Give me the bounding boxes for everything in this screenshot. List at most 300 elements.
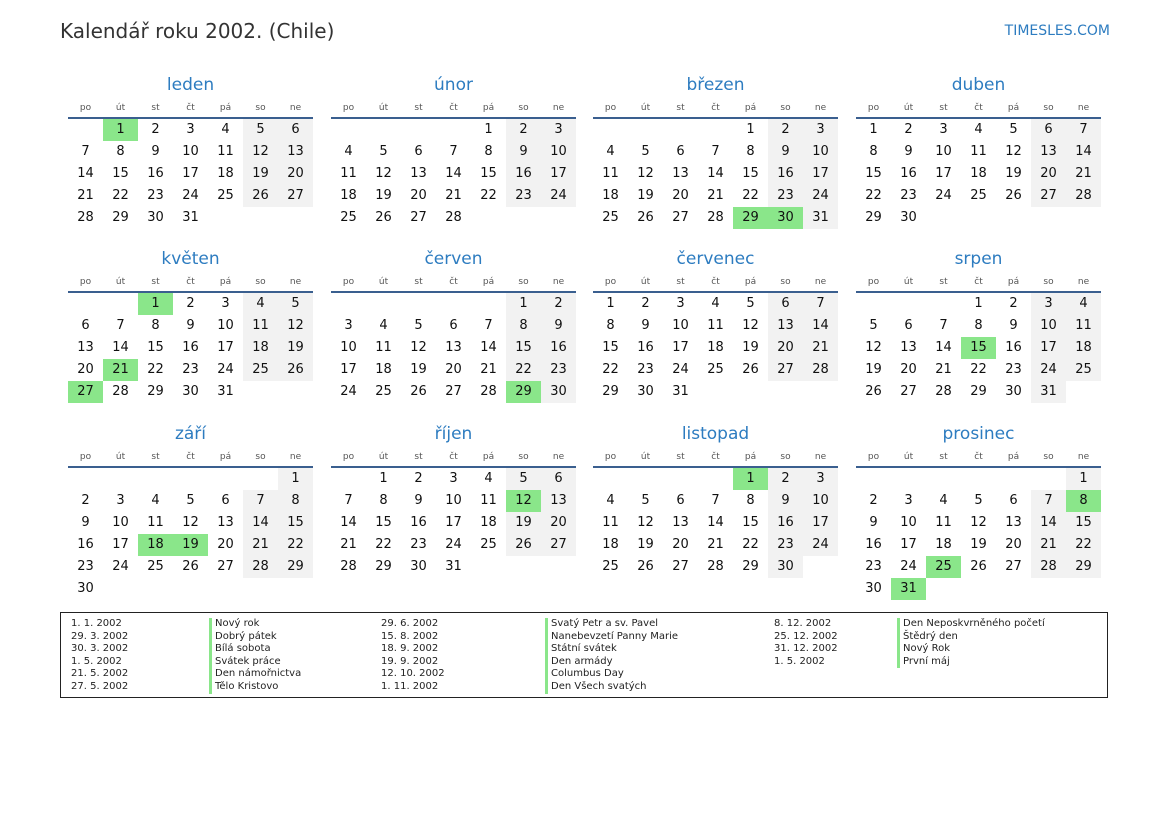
month-name: prosinec [942, 424, 1015, 444]
empty-cell [891, 468, 926, 490]
holiday-day: 27 [68, 381, 103, 403]
day-cell: 15 [278, 512, 313, 534]
day-cell: 4 [606, 493, 615, 508]
empty-cell [663, 468, 698, 490]
day-cell: 21 [707, 188, 724, 203]
day-cell: 16 [865, 537, 882, 552]
day-cell: 29 [1066, 556, 1101, 578]
empty-cell [68, 119, 103, 141]
day-cell: 6 [449, 318, 458, 333]
day-cell: 27 [1031, 185, 1066, 207]
day-cell: 21 [340, 537, 357, 552]
weekday-label: pá [482, 103, 495, 113]
day-cell: 14 [707, 515, 724, 530]
weekday-label: ne [814, 452, 827, 462]
day-cell: 13 [217, 515, 234, 530]
day-cell: 4 [221, 122, 230, 137]
day-cell: 18 [970, 166, 987, 181]
day-cell: 21 [480, 362, 497, 377]
day-cell: 30 [865, 581, 882, 596]
day-cell: 23 [410, 537, 427, 552]
day-cell: 21 [445, 188, 462, 203]
day-cell: 23 [541, 359, 576, 381]
day-cell: 14 [340, 515, 357, 530]
day-cell: 7 [484, 318, 493, 333]
day-cell: 9 [768, 490, 803, 512]
day-cell: 3 [939, 122, 948, 137]
weekday-label: po [342, 452, 355, 462]
day-cell: 30 [410, 559, 427, 574]
day-cell: 8 [379, 493, 388, 508]
day-cell: 15 [1066, 512, 1101, 534]
day-cell: 13 [445, 340, 462, 355]
day-cell: 28 [707, 559, 724, 574]
weekday-label: st [414, 103, 423, 113]
day-cell: 3 [803, 468, 838, 490]
day-cell: 7 [116, 318, 125, 333]
legend-holiday-name: Den námořnictva [209, 668, 301, 681]
weekday-label: po [79, 452, 92, 462]
empty-cell [961, 468, 996, 490]
weekday-label: út [640, 452, 651, 462]
month-září [68, 422, 313, 600]
day-cell: 10 [541, 141, 576, 163]
legend-holiday-name: Nový Rok [897, 643, 1045, 656]
day-cell: 6 [676, 144, 685, 159]
day-cell: 29 [375, 559, 392, 574]
weekday-label: so [1043, 103, 1054, 113]
day-cell: 3 [344, 318, 353, 333]
day-cell: 22 [506, 359, 541, 381]
day-cell: 18 [602, 188, 619, 203]
day-cell: 17 [112, 537, 129, 552]
days-grid [68, 468, 313, 600]
day-cell: 13 [278, 141, 313, 163]
day-cell: 11 [970, 144, 987, 159]
weekday-header [68, 97, 313, 119]
day-cell: 3 [116, 493, 125, 508]
month-name: listopad [681, 424, 750, 444]
day-cell: 16 [768, 163, 803, 185]
holiday-day: 15 [961, 337, 996, 359]
weekday-label: pá [744, 452, 757, 462]
day-cell: 29 [147, 384, 164, 399]
day-cell: 29 [602, 384, 619, 399]
legend-date: 15. 8. 2002 [381, 630, 439, 642]
day-cell: 2 [81, 493, 90, 508]
day-cell: 30 [637, 384, 654, 399]
day-cell: 24 [182, 188, 199, 203]
legend-holiday-name: Štědrý den [897, 631, 1045, 644]
day-cell: 6 [676, 493, 685, 508]
day-cell: 30 [541, 381, 576, 403]
day-cell: 27 [410, 210, 427, 225]
day-cell: 17 [803, 163, 838, 185]
day-cell: 9 [869, 515, 878, 530]
weekday-label: so [1043, 452, 1054, 462]
empty-cell [1031, 468, 1066, 490]
day-cell: 16 [506, 163, 541, 185]
day-cell: 9 [904, 144, 913, 159]
day-cell: 28 [707, 210, 724, 225]
day-cell: 5 [869, 318, 878, 333]
day-cell: 22 [112, 188, 129, 203]
day-cell: 25 [970, 188, 987, 203]
empty-cell [856, 293, 891, 315]
day-cell: 10 [340, 340, 357, 355]
day-cell: 26 [637, 559, 654, 574]
day-cell: 17 [1031, 337, 1066, 359]
legend-date: 21. 5. 2002 [71, 668, 129, 680]
legend-dates-2 [381, 618, 445, 694]
day-cell: 23 [182, 362, 199, 377]
weekday-header [68, 271, 313, 293]
day-cell: 5 [746, 296, 755, 311]
day-cell: 21 [1066, 163, 1101, 185]
day-cell: 7 [711, 144, 720, 159]
empty-cell [856, 468, 891, 490]
weekday-label: čt [711, 277, 720, 287]
day-cell: 31 [445, 559, 462, 574]
month-červenec [593, 247, 838, 403]
holiday-day: 18 [138, 534, 173, 556]
weekday-label: so [518, 103, 529, 113]
day-cell: 10 [803, 490, 838, 512]
empty-cell [698, 468, 733, 490]
day-cell: 25 [1066, 359, 1101, 381]
day-cell: 6 [904, 318, 913, 333]
weekday-label: po [604, 103, 617, 113]
weekday-label: čt [711, 103, 720, 113]
weekday-label: st [151, 452, 160, 462]
day-cell: 30 [147, 210, 164, 225]
day-cell: 8 [746, 493, 755, 508]
day-cell: 3 [676, 296, 685, 311]
legend-dates-3 [774, 618, 838, 668]
day-cell: 24 [541, 185, 576, 207]
day-cell: 16 [768, 512, 803, 534]
day-cell: 5 [186, 493, 195, 508]
month-leden [68, 73, 313, 229]
day-cell: 9 [506, 141, 541, 163]
day-cell: 18 [375, 362, 392, 377]
day-cell: 4 [484, 471, 493, 486]
page-title: Kalendář roku 2002. (Chile) [60, 19, 335, 43]
day-cell: 13 [1005, 515, 1022, 530]
empty-cell [173, 468, 208, 490]
day-cell: 21 [707, 537, 724, 552]
legend-holiday-name: První máj [897, 656, 1045, 669]
empty-cell [593, 119, 628, 141]
weekday-label: pá [482, 277, 495, 287]
day-cell: 23 [768, 185, 803, 207]
day-cell: 12 [278, 315, 313, 337]
day-cell: 22 [375, 537, 392, 552]
day-cell: 24 [1031, 359, 1066, 381]
day-cell: 8 [606, 318, 615, 333]
legend-holiday-name: Svatý Petr a sv. Pavel [545, 618, 678, 631]
holiday-day: 29 [733, 207, 768, 229]
day-cell: 26 [1005, 188, 1022, 203]
day-cell: 19 [506, 512, 541, 534]
day-cell: 11 [217, 144, 234, 159]
day-cell: 5 [414, 318, 423, 333]
day-cell: 26 [278, 359, 313, 381]
day-cell: 18 [935, 537, 952, 552]
day-cell: 13 [900, 340, 917, 355]
day-cell: 22 [1066, 534, 1101, 556]
day-cell: 25 [707, 362, 724, 377]
day-cell: 4 [711, 296, 720, 311]
day-cell: 17 [217, 340, 234, 355]
weekday-label: út [378, 103, 389, 113]
day-cell: 2 [506, 119, 541, 141]
day-cell: 22 [865, 188, 882, 203]
weekday-label: ne [289, 103, 302, 113]
weekday-header [856, 271, 1101, 293]
day-cell: 6 [278, 119, 313, 141]
holiday-day: 21 [103, 359, 138, 381]
day-cell: 12 [637, 166, 654, 181]
empty-cell [243, 468, 278, 490]
day-cell: 1 [379, 471, 388, 486]
day-cell: 18 [243, 337, 278, 359]
day-cell: 13 [77, 340, 94, 355]
day-cell: 20 [900, 362, 917, 377]
weekday-label: čt [974, 452, 983, 462]
day-cell: 10 [182, 144, 199, 159]
legend-date: 30. 3. 2002 [71, 643, 129, 655]
day-cell: 9 [186, 318, 195, 333]
empty-cell [628, 119, 663, 141]
day-cell: 27 [672, 210, 689, 225]
day-cell: 21 [803, 337, 838, 359]
legend-dates-1 [71, 618, 128, 694]
legend-date: 31. 12. 2002 [774, 643, 838, 655]
day-cell: 11 [707, 318, 724, 333]
days-grid [331, 468, 576, 578]
day-cell: 19 [278, 337, 313, 359]
day-cell: 15 [112, 166, 129, 181]
day-cell: 14 [445, 166, 462, 181]
weekday-label: út [115, 277, 126, 287]
holiday-day: 29 [506, 381, 541, 403]
day-cell: 16 [1005, 340, 1022, 355]
day-cell: 11 [602, 515, 619, 530]
empty-cell [138, 468, 173, 490]
weekday-label: ne [814, 277, 827, 287]
day-cell: 19 [375, 188, 392, 203]
weekday-label: út [903, 452, 914, 462]
empty-cell [331, 293, 366, 315]
day-cell: 26 [410, 384, 427, 399]
day-cell: 11 [935, 515, 952, 530]
empty-cell [103, 468, 138, 490]
day-cell: 5 [974, 493, 983, 508]
day-cell: 8 [869, 144, 878, 159]
day-cell: 10 [803, 141, 838, 163]
day-cell: 9 [641, 318, 650, 333]
weekday-label: ne [814, 103, 827, 113]
day-cell: 26 [182, 559, 199, 574]
empty-cell [663, 119, 698, 141]
day-cell: 7 [1066, 119, 1101, 141]
day-cell: 1 [506, 293, 541, 315]
empty-cell [996, 468, 1031, 490]
weekday-label: ne [1077, 277, 1090, 287]
month-name: červen [424, 249, 483, 269]
weekday-label: so [255, 103, 266, 113]
weekday-label: ne [1077, 452, 1090, 462]
day-cell: 27 [768, 359, 803, 381]
weekday-label: pá [219, 452, 232, 462]
days-grid [593, 293, 838, 403]
day-cell: 10 [935, 144, 952, 159]
day-cell: 22 [970, 362, 987, 377]
month-květen [68, 247, 313, 403]
day-cell: 4 [606, 144, 615, 159]
day-cell: 23 [506, 185, 541, 207]
day-cell: 18 [707, 340, 724, 355]
holiday-day: 19 [173, 534, 208, 556]
legend-date: 1. 1. 2002 [71, 618, 122, 629]
day-cell: 6 [1031, 119, 1066, 141]
day-cell: 3 [1031, 293, 1066, 315]
day-cell: 7 [803, 293, 838, 315]
day-cell: 30 [182, 384, 199, 399]
day-cell: 13 [768, 315, 803, 337]
day-cell: 19 [970, 537, 987, 552]
day-cell: 31 [672, 384, 689, 399]
day-cell: 2 [641, 296, 650, 311]
day-cell: 25 [375, 384, 392, 399]
day-cell: 17 [672, 340, 689, 355]
legend-holiday-name: Státní svátek [545, 643, 678, 656]
month-name: červenec [676, 249, 755, 269]
day-cell: 19 [865, 362, 882, 377]
day-cell: 27 [672, 559, 689, 574]
weekday-label: st [939, 277, 948, 287]
day-cell: 21 [935, 362, 952, 377]
day-cell: 12 [970, 515, 987, 530]
weekday-header [331, 446, 576, 468]
day-cell: 22 [742, 188, 759, 203]
day-cell: 17 [803, 512, 838, 534]
day-cell: 25 [340, 210, 357, 225]
day-cell: 29 [112, 210, 129, 225]
days-grid [68, 293, 313, 403]
day-cell: 28 [77, 210, 94, 225]
day-cell: 5 [379, 144, 388, 159]
day-cell: 2 [151, 122, 160, 137]
weekday-label: po [867, 452, 880, 462]
day-cell: 17 [935, 166, 952, 181]
month-březen [593, 73, 838, 229]
day-cell: 15 [375, 515, 392, 530]
weekday-label: út [903, 103, 914, 113]
weekday-label: út [903, 277, 914, 287]
weekday-label: ne [552, 103, 565, 113]
day-cell: 10 [217, 318, 234, 333]
weekday-label: ne [1077, 103, 1090, 113]
day-cell: 20 [672, 188, 689, 203]
weekday-label: pá [744, 103, 757, 113]
day-cell: 10 [112, 515, 129, 530]
day-cell: 1 [484, 122, 493, 137]
legend-date: 18. 9. 2002 [381, 643, 439, 655]
day-cell: 19 [410, 362, 427, 377]
weekday-label: pá [219, 103, 232, 113]
day-cell: 13 [1031, 141, 1066, 163]
weekday-label: ne [552, 452, 565, 462]
legend-holiday-name: Den Neposkvrněného početí [897, 618, 1045, 631]
day-cell: 9 [541, 315, 576, 337]
empty-cell [103, 293, 138, 315]
day-cell: 1 [746, 122, 755, 137]
empty-cell [436, 293, 471, 315]
legend-names-3 [897, 618, 1045, 668]
days-grid [593, 119, 838, 229]
empty-cell [891, 293, 926, 315]
day-cell: 28 [480, 384, 497, 399]
day-cell: 5 [1009, 122, 1018, 137]
weekday-label: ne [289, 277, 302, 287]
day-cell: 29 [865, 210, 882, 225]
holiday-day: 30 [768, 207, 803, 229]
day-cell: 6 [768, 293, 803, 315]
weekday-header [593, 271, 838, 293]
day-cell: 18 [480, 515, 497, 530]
empty-cell [68, 468, 103, 490]
legend-holiday-name: Den armády [545, 656, 678, 669]
day-cell: 24 [803, 185, 838, 207]
holiday-day: 25 [926, 556, 961, 578]
weekday-label: so [518, 452, 529, 462]
day-cell: 9 [768, 141, 803, 163]
empty-cell [436, 119, 471, 141]
day-cell: 20 [672, 537, 689, 552]
day-cell: 26 [243, 185, 278, 207]
day-cell: 30 [900, 210, 917, 225]
weekday-label: pá [219, 277, 232, 287]
day-cell: 18 [602, 537, 619, 552]
day-cell: 20 [768, 337, 803, 359]
day-cell: 29 [970, 384, 987, 399]
day-cell: 14 [707, 166, 724, 181]
brand-link[interactable]: TIMESLES.COM [1004, 23, 1110, 39]
day-cell: 22 [278, 534, 313, 556]
day-cell: 12 [1005, 144, 1022, 159]
day-cell: 10 [900, 515, 917, 530]
day-cell: 21 [1031, 534, 1066, 556]
weekday-header [593, 97, 838, 119]
weekday-label: pá [744, 277, 757, 287]
day-cell: 27 [278, 185, 313, 207]
legend-date: 29. 3. 2002 [71, 630, 129, 642]
weekday-label: po [342, 277, 355, 287]
empty-cell [926, 468, 961, 490]
day-cell: 8 [506, 315, 541, 337]
day-cell: 2 [186, 296, 195, 311]
day-cell: 24 [900, 559, 917, 574]
day-cell: 26 [742, 362, 759, 377]
month-listopad [593, 422, 838, 578]
legend-holiday-name: Bílá sobota [209, 643, 301, 656]
month-name: květen [161, 249, 220, 269]
day-cell: 12 [243, 141, 278, 163]
month-srpen [856, 247, 1101, 403]
day-cell: 12 [865, 340, 882, 355]
